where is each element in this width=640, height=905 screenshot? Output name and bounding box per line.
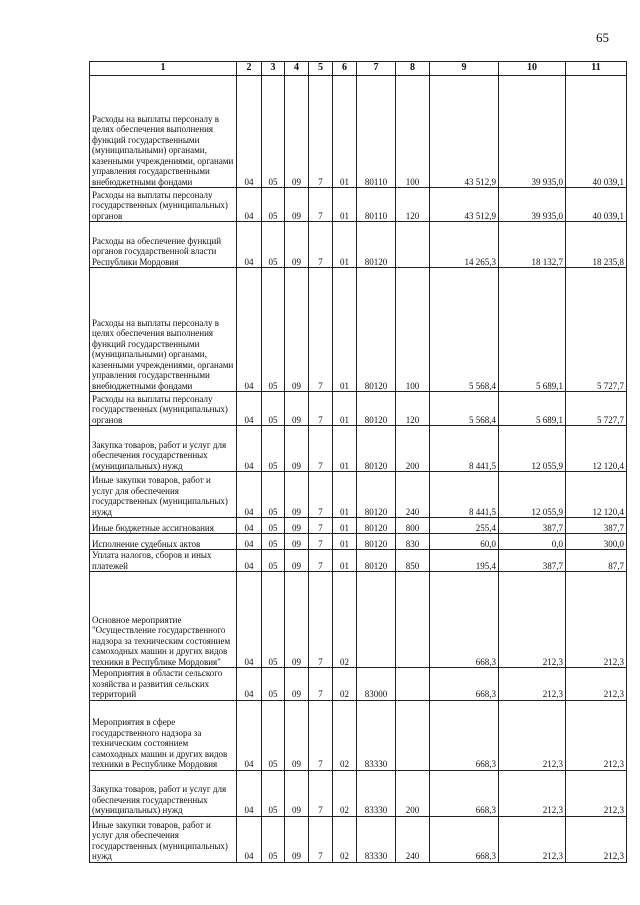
cell-col-3: 05 (262, 700, 285, 770)
cell-col-2: 04 (237, 770, 262, 816)
cell-col-3: 05 (262, 188, 285, 222)
table-row (90, 188, 627, 222)
column-header-2: 2 (237, 62, 262, 76)
cell-col-9: 5 568,4 (430, 268, 499, 392)
cell-col-7: 80120 (357, 392, 396, 426)
table-body (90, 76, 627, 863)
cell-col-11: 212,3 (566, 572, 627, 668)
cell-col-10: 5 689,1 (499, 268, 566, 392)
cell-col-9: 43 512,9 (430, 188, 499, 222)
cell-col-6: 02 (333, 668, 357, 701)
cell-col-4: 09 (285, 268, 309, 392)
row-name-cell: Иные бюджетные ассигнования (90, 518, 237, 534)
cell-col-3: 05 (262, 668, 285, 701)
cell-col-10: 18 132,7 (499, 222, 566, 268)
cell-col-9: 668,3 (430, 770, 499, 816)
cell-col-10: 212,3 (499, 700, 566, 770)
cell-col-9: 14 265,3 (430, 222, 499, 268)
row-name-cell: Иные закупки товаров, работ и услуг для обеспечения государственных (муниципальных) нужд (90, 472, 237, 518)
cell-col-5: 7 (309, 426, 333, 472)
cell-col-2: 04 (237, 222, 262, 268)
cell-col-3: 05 (262, 426, 285, 472)
cell-col-10: 39 935,0 (499, 76, 566, 188)
column-header-3: 3 (262, 62, 285, 76)
cell-col-7: 80120 (357, 472, 396, 518)
cell-col-10: 387,7 (499, 518, 566, 534)
cell-col-11: 212,3 (566, 816, 627, 862)
cell-col-11: 300,0 (566, 534, 627, 550)
cell-col-4: 09 (285, 550, 309, 572)
cell-col-10: 212,3 (499, 816, 566, 862)
column-header-8: 8 (396, 62, 430, 76)
cell-col-8 (396, 572, 430, 668)
cell-col-2: 04 (237, 700, 262, 770)
cell-col-6: 01 (333, 426, 357, 472)
header-row (90, 62, 627, 76)
cell-col-5: 7 (309, 222, 333, 268)
column-header-1: 1 (90, 62, 237, 76)
column-header-9: 9 (430, 62, 499, 76)
row-name-cell: Исполнение судебных актов (90, 534, 237, 550)
cell-col-7: 80120 (357, 222, 396, 268)
cell-col-9: 8 441,5 (430, 426, 499, 472)
cell-col-5: 7 (309, 518, 333, 534)
table-row (90, 534, 627, 550)
cell-col-7: 80120 (357, 518, 396, 534)
cell-col-10: 212,3 (499, 668, 566, 701)
cell-col-6: 01 (333, 268, 357, 392)
cell-col-6: 02 (333, 700, 357, 770)
table-row (90, 518, 627, 534)
cell-col-2: 04 (237, 816, 262, 862)
cell-col-11: 5 727,7 (566, 392, 627, 426)
cell-col-5: 7 (309, 534, 333, 550)
row-name-cell: Мероприятия в сфере государственного надзора за техническим состоянием самоходных машин и других видов техники в Республике Мордовия (90, 700, 237, 770)
table-row (90, 572, 627, 668)
cell-col-8: 200 (396, 426, 430, 472)
cell-col-4: 09 (285, 472, 309, 518)
cell-col-9: 8 441,5 (430, 472, 499, 518)
cell-col-2: 04 (237, 426, 262, 472)
cell-col-6: 01 (333, 392, 357, 426)
cell-col-4: 09 (285, 668, 309, 701)
cell-col-3: 05 (262, 770, 285, 816)
cell-col-10: 12 055,9 (499, 426, 566, 472)
column-header-6: 6 (333, 62, 357, 76)
cell-col-11: 387,7 (566, 518, 627, 534)
cell-col-5: 7 (309, 76, 333, 188)
cell-col-4: 09 (285, 572, 309, 668)
cell-col-7: 80110 (357, 188, 396, 222)
cell-col-6: 01 (333, 518, 357, 534)
cell-col-10: 212,3 (499, 572, 566, 668)
cell-col-3: 05 (262, 268, 285, 392)
row-name-cell: Мероприятия в области сельского хозяйства и развития сельских территорий (90, 668, 237, 701)
cell-col-4: 09 (285, 770, 309, 816)
cell-col-3: 05 (262, 222, 285, 268)
cell-col-6: 01 (333, 534, 357, 550)
cell-col-9: 5 568,4 (430, 392, 499, 426)
cell-col-7: 83330 (357, 770, 396, 816)
column-header-7: 7 (357, 62, 396, 76)
table-row (90, 668, 627, 701)
table-row (90, 700, 627, 770)
cell-col-7 (357, 572, 396, 668)
cell-col-11: 212,3 (566, 668, 627, 701)
row-name-cell: Расходы на обеспечение функций органов государственной власти Республики Мордовия (90, 222, 237, 268)
column-header-4: 4 (285, 62, 309, 76)
cell-col-9: 195,4 (430, 550, 499, 572)
cell-col-11: 12 120,4 (566, 426, 627, 472)
cell-col-3: 05 (262, 392, 285, 426)
cell-col-11: 5 727,7 (566, 268, 627, 392)
cell-col-8: 200 (396, 770, 430, 816)
cell-col-9: 43 512,9 (430, 76, 499, 188)
cell-col-6: 01 (333, 188, 357, 222)
cell-col-5: 7 (309, 392, 333, 426)
cell-col-3: 05 (262, 550, 285, 572)
table-row (90, 550, 627, 572)
budget-table (89, 61, 627, 863)
cell-col-2: 04 (237, 572, 262, 668)
cell-col-8: 850 (396, 550, 430, 572)
cell-col-4: 09 (285, 76, 309, 188)
cell-col-8 (396, 668, 430, 701)
row-name-cell: Иные закупки товаров, работ и услуг для обеспечения государственных (муниципальных) нужд (90, 816, 237, 862)
cell-col-9: 60,0 (430, 534, 499, 550)
table-row (90, 472, 627, 518)
cell-col-10: 212,3 (499, 770, 566, 816)
table-row (90, 816, 627, 862)
cell-col-6: 02 (333, 770, 357, 816)
cell-col-10: 5 689,1 (499, 392, 566, 426)
cell-col-8 (396, 700, 430, 770)
cell-col-5: 7 (309, 668, 333, 701)
table-row (90, 268, 627, 392)
cell-col-7: 80120 (357, 426, 396, 472)
cell-col-4: 09 (285, 392, 309, 426)
page-number: 65 (596, 30, 609, 45)
cell-col-7: 83000 (357, 668, 396, 701)
cell-col-5: 7 (309, 700, 333, 770)
cell-col-8: 120 (396, 392, 430, 426)
row-name-cell: Расходы на выплаты персоналу государственных (муниципальных) органов (90, 392, 237, 426)
cell-col-11: 40 039,1 (566, 188, 627, 222)
cell-col-4: 09 (285, 816, 309, 862)
table-row (90, 392, 627, 426)
cell-col-9: 668,3 (430, 700, 499, 770)
cell-col-11: 212,3 (566, 700, 627, 770)
cell-col-9: 255,4 (430, 518, 499, 534)
cell-col-4: 09 (285, 518, 309, 534)
cell-col-8: 240 (396, 816, 430, 862)
table-row (90, 426, 627, 472)
cell-col-11: 87,7 (566, 550, 627, 572)
cell-col-2: 04 (237, 550, 262, 572)
row-name-cell: Закупка товаров, работ и услуг для обеспечения государственных (муниципальных) нужд (90, 770, 237, 816)
row-name-cell: Расходы на выплаты персоналу в целях обеспечения выполнения функций государственными (муниципальными) органами, казенными учреждениями, органами управления государственными внебюджетными фондами (90, 76, 237, 188)
cell-col-7: 80120 (357, 534, 396, 550)
cell-col-8: 830 (396, 534, 430, 550)
cell-col-9: 668,3 (430, 668, 499, 701)
cell-col-7: 83330 (357, 700, 396, 770)
cell-col-3: 05 (262, 472, 285, 518)
cell-col-11: 40 039,1 (566, 76, 627, 188)
cell-col-6: 02 (333, 572, 357, 668)
column-header-10: 10 (499, 62, 566, 76)
cell-col-8 (396, 222, 430, 268)
cell-col-8: 800 (396, 518, 430, 534)
cell-col-2: 04 (237, 392, 262, 426)
cell-col-9: 668,3 (430, 816, 499, 862)
cell-col-4: 09 (285, 700, 309, 770)
cell-col-2: 04 (237, 472, 262, 518)
cell-col-6: 01 (333, 76, 357, 188)
cell-col-2: 04 (237, 534, 262, 550)
row-name-cell: Основное мероприятие "Осуществление государственного надзора за техническим состоянием самоходных машин и других видов техники в Республике Мордовия" (90, 572, 237, 668)
cell-col-11: 212,3 (566, 770, 627, 816)
cell-col-3: 05 (262, 572, 285, 668)
table-row (90, 76, 627, 188)
cell-col-3: 05 (262, 816, 285, 862)
cell-col-5: 7 (309, 188, 333, 222)
cell-col-7: 80120 (357, 268, 396, 392)
row-name-cell: Закупка товаров, работ и услуг для обеспечения государственных (муниципальных) нужд (90, 426, 237, 472)
cell-col-3: 05 (262, 76, 285, 188)
row-name-cell: Расходы на выплаты персоналу в целях обеспечения выполнения функций государственными (муниципальными) органами, казенными учреждениями, органами управления государственными внебюджетными фондами (90, 268, 237, 392)
cell-col-4: 09 (285, 534, 309, 550)
column-header-11: 11 (566, 62, 627, 76)
cell-col-4: 09 (285, 188, 309, 222)
cell-col-11: 12 120,4 (566, 472, 627, 518)
cell-col-5: 7 (309, 268, 333, 392)
cell-col-2: 04 (237, 188, 262, 222)
cell-col-9: 668,3 (430, 572, 499, 668)
cell-col-5: 7 (309, 816, 333, 862)
cell-col-3: 05 (262, 534, 285, 550)
cell-col-2: 04 (237, 76, 262, 188)
row-name-cell: Уплата налогов, сборов и иных платежей (90, 550, 237, 572)
cell-col-8: 120 (396, 188, 430, 222)
cell-col-5: 7 (309, 572, 333, 668)
cell-col-8: 100 (396, 76, 430, 188)
cell-col-10: 387,7 (499, 550, 566, 572)
cell-col-6: 02 (333, 816, 357, 862)
cell-col-4: 09 (285, 426, 309, 472)
cell-col-5: 7 (309, 472, 333, 518)
table-row (90, 222, 627, 268)
cell-col-4: 09 (285, 222, 309, 268)
cell-col-5: 7 (309, 770, 333, 816)
cell-col-11: 18 235,8 (566, 222, 627, 268)
cell-col-10: 39 935,0 (499, 188, 566, 222)
cell-col-10: 0,0 (499, 534, 566, 550)
column-header-5: 5 (309, 62, 333, 76)
cell-col-7: 83330 (357, 816, 396, 862)
cell-col-10: 12 055,9 (499, 472, 566, 518)
row-name-cell: Расходы на выплаты персоналу государственных (муниципальных) органов (90, 188, 237, 222)
cell-col-8: 100 (396, 268, 430, 392)
cell-col-6: 01 (333, 472, 357, 518)
cell-col-3: 05 (262, 518, 285, 534)
cell-col-2: 04 (237, 268, 262, 392)
cell-col-2: 04 (237, 668, 262, 701)
table-row (90, 770, 627, 816)
cell-col-7: 80120 (357, 550, 396, 572)
cell-col-6: 01 (333, 222, 357, 268)
cell-col-7: 80110 (357, 76, 396, 188)
cell-col-5: 7 (309, 550, 333, 572)
cell-col-8: 240 (396, 472, 430, 518)
cell-col-6: 01 (333, 550, 357, 572)
cell-col-2: 04 (237, 518, 262, 534)
